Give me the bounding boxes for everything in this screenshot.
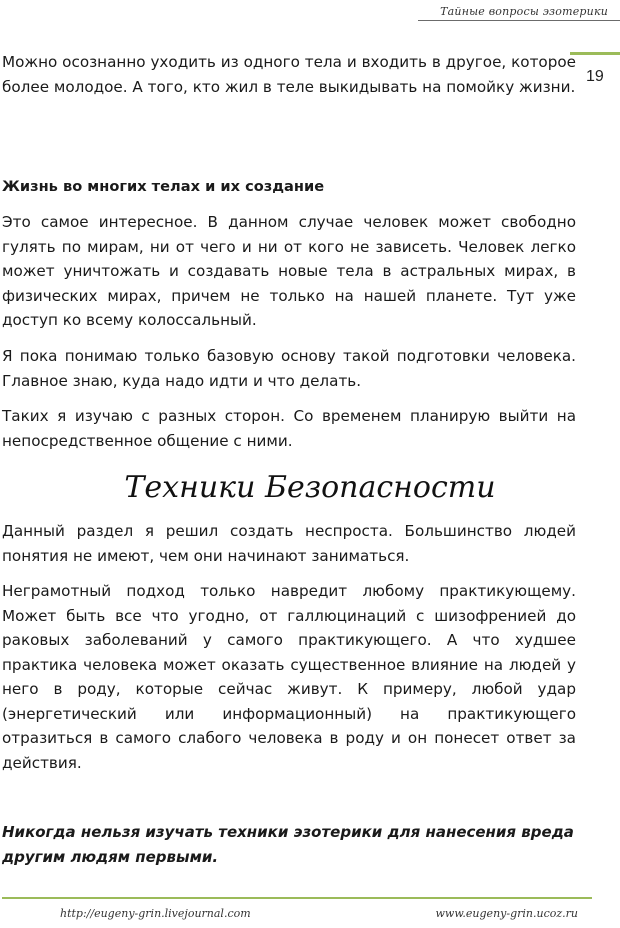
paragraph-4: Данный раздел я решил создать неспроста. Большинство людей понятия не имеют, чем они начинают заниматься. [2,522,576,565]
paragraph-2-block [2,344,576,393]
paragraph-1-block [2,210,576,333]
chapter-title: Техники Безопасности [124,470,496,505]
intro-paragraph: Можно осознанно уходить из одного тела и входить в другое, которое более молодое. А того, кто жил в теле выкидывать на помойку жизни. [2,53,576,96]
intro-paragraph-block [2,50,576,99]
section-heading-block [2,175,576,200]
page-number: 19 [586,68,604,85]
footer-link-website[interactable]: www.eugeny-grin.ucoz.ru [435,907,578,920]
running-header: Тайные вопросы эзотерики [440,5,608,18]
paragraph-4-block [2,519,576,568]
paragraph-3: Таких я изучаю с разных сторон. Со временем планирую выйти на непосредственное общение с ними. [2,407,576,450]
footer-link-livejournal[interactable]: http://eugeny-grin.livejournal.com [60,907,251,920]
page-number-divider [570,52,620,55]
footer-divider [2,897,592,899]
section-heading: Жизнь во многих телах и их создание [2,178,325,195]
paragraph-5: Неграмотный подход только навредит любому практикующему. Может быть все что угодно, от галлюцинаций с шизофренией до раковых заболеваний у самого практикующего. А что худшее практика человека может оказать существенное влияние на людей у него в роду, которые сейчас живут. К примеру, любой удар (энергетический или информационный) на практикующего отразиться в самого слабого человека в роду и он понесет ответ за действия. [2,582,576,772]
paragraph-3-block [2,404,576,453]
paragraph-2: Я пока понимаю только базовую основу такой подготовки человека. Главное знаю, куда надо идти и что делать. [2,347,576,390]
warning-statement: Никогда нельзя изучать техники эзотерики для нанесения вреда другим людям первыми. [2,823,574,866]
header-divider [418,20,620,21]
paragraph-1: Это самое интересное. В данном случае человек может свободно гулять по мирам, ни от чего и ни от кого не зависеть. Человек легко может уничтожать и создавать новые тела в астральных мирах, в физических мирах, причем не только на нашей планете. Тут уже доступ ко всему колоссальный. [2,213,576,329]
paragraph-5-block [2,579,576,775]
warning-block [2,820,576,869]
